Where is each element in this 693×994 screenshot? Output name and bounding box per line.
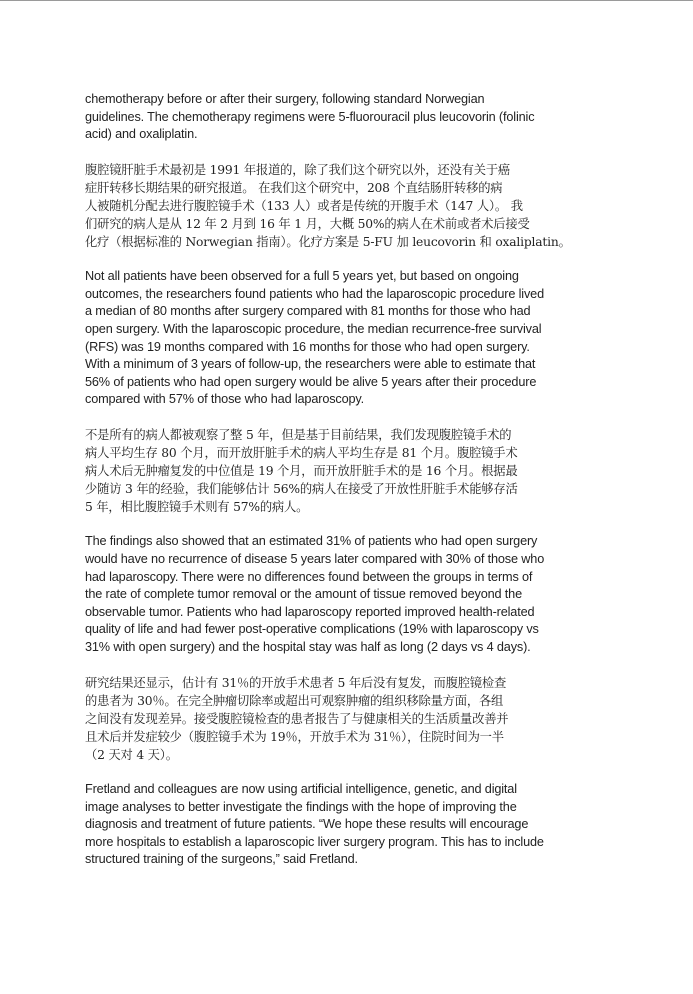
paragraph-spacer	[85, 764, 590, 781]
paragraph-laparoscopy-history-zh: 腹腔镜肝脏手术最初是 1991 年报道的，除了我们这个研究以外，还没有关于癌 症肝转移长期结果的研究报道。 在我们这个研究中，208 个直结肠肝转移的病 人被随机分配去进行腹腔镜手术（133 人）或者是传统的开腹手术（147 人）。 我 们研究的病人是从 12 年 2 月到 16 年 1 月，大概 50%的病人在术前或者术后接受 化疗（根据标准的 Norwegian 指南）。化疗方案是 5-FU 加 leucovorin 和 oxaliplatin。	[85, 162, 571, 250]
paragraph-spacer	[85, 409, 590, 426]
paragraph-spacer	[85, 144, 590, 161]
paragraph-spacer	[85, 516, 590, 533]
paragraph-fretland-quote-en: Fretland and colleagues are now using artificial intelligence, genetic, and digital image analyses to better investigate the findings with the hope of improving the diagnosis and treatment of future patients. “We hope these results will encourage more hospitals to establish a laparoscopic liver surgery program. This has to include structured training of the surgeons,” said Fretland.	[85, 782, 544, 867]
paragraph-spacer	[85, 251, 590, 268]
paragraph-chemotherapy-en: chemotherapy before or after their surgery, following standard Norwegian guidelines. The chemotherapy regimens were 5-fluorouracil plus leucovorin (folinic acid) and oxaliplatin.	[85, 92, 535, 142]
paragraph-findings-en: The findings also showed that an estimated 31% of patients who had open surgery would have no recurrence of disease 5 years later compared with 30% of those who had laparoscopy. There were no differences found between the groups in terms of the rate of complete tumor removal or the amount of tissue removed beyond the observable tumor. Patients who had laparoscopy reported improved health-related quality of life and had fewer post-operative complications (19% with laparoscopy vs 31% with open surgery) and the hospital stay was half as long (2 days vs 4 days).	[85, 534, 545, 655]
paragraph-findings-zh: 研究结果还显示，估计有 31％的开放手术患者 5 年后没有复发，而腹腔镜检查 的患者为 30％。在完全肿瘤切除率或超出可观察肿瘤的组织移除量方面，各组 之间没有发现差异。接受腹腔镜检查的患者报告了与健康相关的生活质量改善并 且术后并发症较少（腹腔镜手术为 19％，开放手术为 31％），住院时间为一半 （2 天对 4 天）。	[85, 675, 509, 762]
document-body	[85, 91, 590, 869]
paragraph-survival-en: Not all patients have been observed for a full 5 years yet, but based on ongoing outcomes, the researchers found patients who had the laparoscopic procedure lived a median of 80 months after surgery compared with 81 months for those who had open surgery. With the laparoscopic procedure, the median recurrence-free survival (RFS) was 19 months compared with 16 months for those who had open surgery. With a minimum of 3 years of follow-up, the researchers were able to estimate that 56% of patients who had open surgery would be alive 5 years after their procedure compared with 57% of those who had laparoscopy.	[85, 269, 544, 407]
paragraph-spacer	[85, 657, 590, 674]
paragraph-survival-zh: 不是所有的病人都被观察了整 5 年，但是基于目前结果，我们发现腹腔镜手术的 病人平均生存 80 个月，而开放肝脏手术的病人平均生存是 81 个月。腹腔镜手术 病人术后无肿瘤复发的中位值是 19 个月，而开放肝脏手术的是 16 个月。根据最 少随访 3 年的经验，我们能够估计 56%的病人在接受了开放性肝脏手术能够存活 5 年，相比腹腔镜手术则有 57%的病人。	[85, 428, 518, 515]
